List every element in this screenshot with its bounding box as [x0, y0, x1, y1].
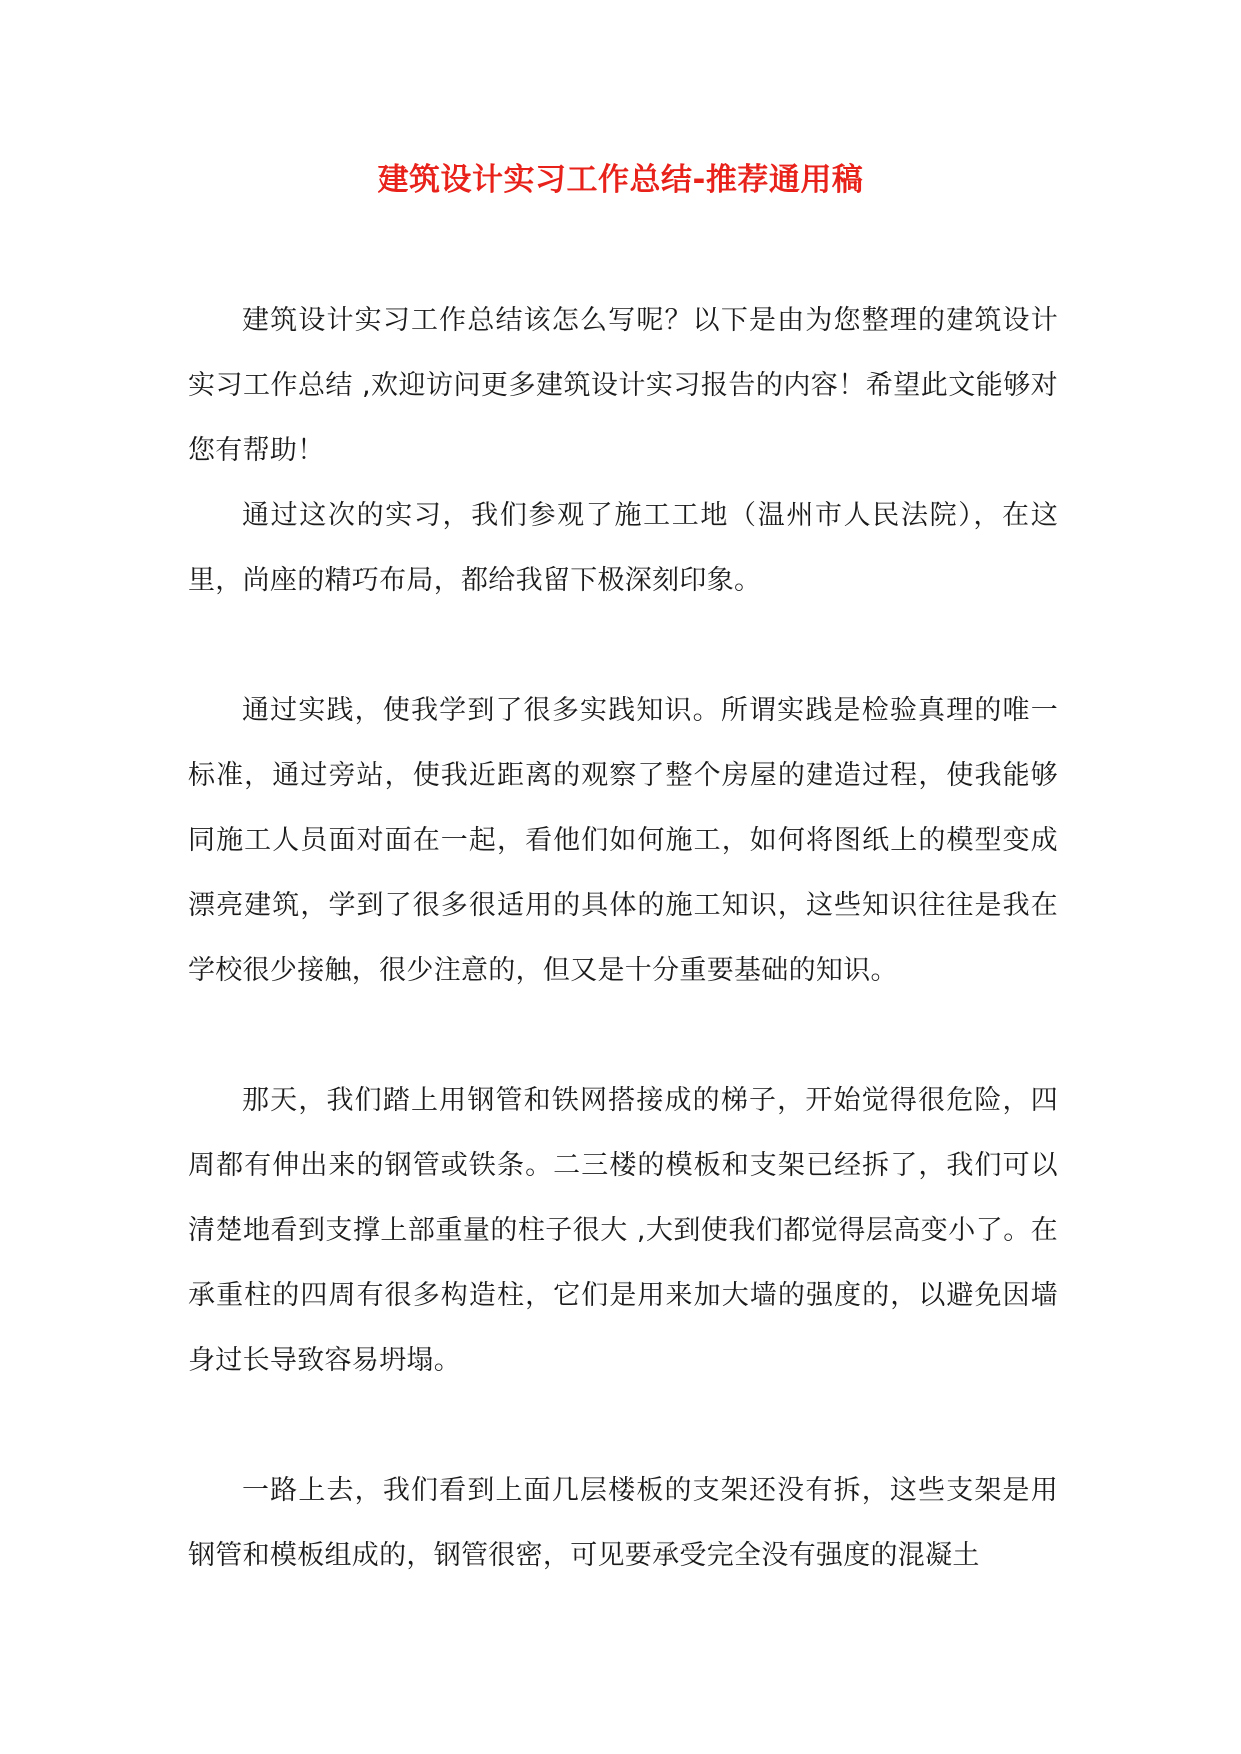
paragraph-spacer: [188, 1393, 1058, 1458]
paragraph-upper-floors: 一路上去，我们看到上面几层楼板的支架还没有拆，这些支架是用钢管和模板组成的，钢管很密，可见要承受完全没有强度的混凝土: [188, 1475, 1058, 1571]
paragraph-intro: 建筑设计实习工作总结该怎么写呢？以下是由为您整理的建筑设计实习工作总结 ,欢迎访问更多建筑设计实习报告的内容！希望此文能够对您有帮助！: [188, 305, 1058, 466]
paragraph-spacer: [188, 1003, 1058, 1068]
paragraph-practice: 通过实践，使我学到了很多实践知识。所谓实践是检验真理的唯一标准，通过旁站，使我近距离的观察了整个房屋的建造过程，使我能够同施工人员面对面在一起，看他们如何施工，如何将图纸上的模型变成漂亮建筑，学到了很多很适用的具体的施工知识，这些知识往往是我在学校很少接触，很少注意的，但又是十分重要基础的知识。: [188, 695, 1058, 986]
paragraph-ladder: 那天，我们踏上用钢管和铁网搭接成的梯子，开始觉得很危险，四周都有伸出来的钢管或铁条。二三楼的模板和支架已经拆了，我们可以清楚地看到支撑上部重量的柱子很大 ,大到使我们都觉得层高变小了。在承重柱的四周有很多构造柱，它们是用来加大墙的强度的，以避免因墙身过长导致容易坍塌。: [188, 1085, 1058, 1376]
paragraph-site-visit: 通过这次的实习，我们参观了施工工地（温州市人民法院），在这里，尚座的精巧布局，都给我留下极深刻印象。: [188, 500, 1058, 596]
document-body: [188, 288, 1058, 1588]
document-title: 建筑设计实习工作总结-推荐通用稿: [377, 162, 864, 198]
paragraph-spacer: [188, 613, 1058, 678]
